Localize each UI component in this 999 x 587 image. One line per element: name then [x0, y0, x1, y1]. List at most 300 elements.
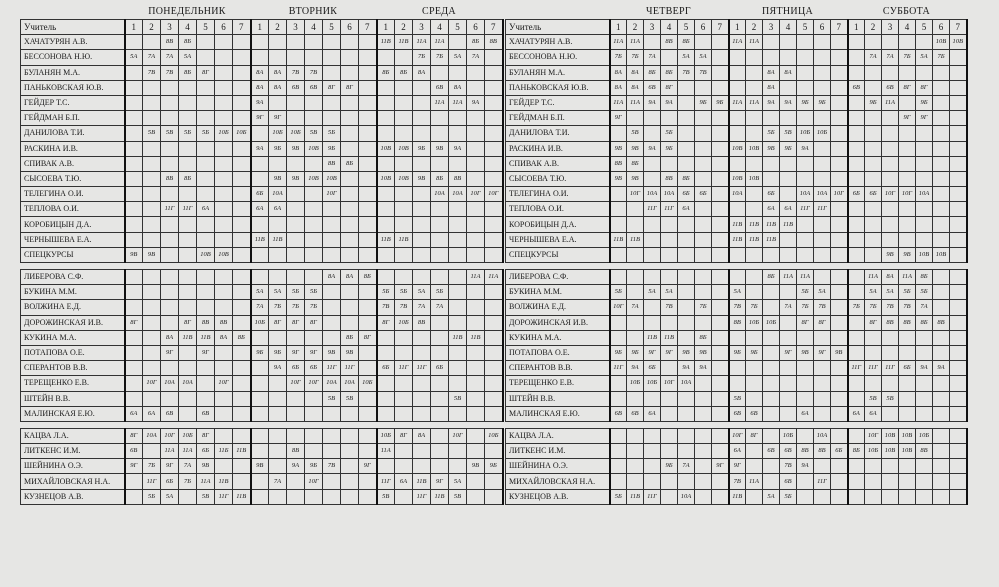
lesson-cell	[287, 270, 305, 285]
lesson-cell: 11В	[413, 474, 431, 489]
lesson-cell: 7В	[882, 300, 899, 315]
lesson-cell	[233, 141, 251, 156]
lesson-cell: 8Г	[814, 315, 831, 330]
lesson-cell: 7Б	[695, 300, 712, 315]
lesson-cell: 10Б	[287, 126, 305, 141]
lesson-cell	[233, 202, 251, 217]
lesson-cell	[305, 330, 323, 345]
lesson-cell: 10Г	[305, 376, 323, 391]
lesson-cell	[814, 489, 831, 504]
lesson-cell	[413, 270, 431, 285]
lesson-cell	[359, 247, 377, 262]
lesson-cell	[831, 232, 848, 247]
lesson-cell: 11А	[729, 35, 746, 50]
lesson-cell	[449, 232, 467, 247]
teacher-row	[21, 95, 503, 110]
lesson-cell	[950, 474, 967, 489]
lesson-cell	[413, 95, 431, 110]
lesson-cell: 6Б	[305, 361, 323, 376]
lesson-cell: 5А	[882, 285, 899, 300]
lesson-cell	[431, 126, 449, 141]
lesson-cell: 8Б	[644, 65, 661, 80]
lesson-cell	[413, 80, 431, 95]
lesson-cell: 7Б	[865, 300, 882, 315]
lesson-cell: 10В	[933, 35, 950, 50]
lesson-cell: 7А	[431, 300, 449, 315]
lesson-cell: 5А	[678, 50, 695, 65]
lesson-cell: 9А	[763, 95, 780, 110]
teacher-name: ВОЛЖИНА Е.Д.	[21, 300, 125, 315]
lesson-cell	[933, 217, 950, 232]
lesson-cell	[341, 95, 359, 110]
lesson-cell	[865, 126, 882, 141]
lesson-cell: 11В	[627, 489, 644, 504]
lesson-cell	[678, 406, 695, 421]
lesson-cell: 9А	[449, 141, 467, 156]
lesson-cell: 11А	[467, 270, 485, 285]
teacher-row	[21, 376, 503, 391]
teacher-name: ХАЧАТУРЯН А.В.	[506, 35, 610, 50]
lesson-cell	[933, 376, 950, 391]
lesson-cell	[780, 232, 797, 247]
lesson-cell	[467, 444, 485, 459]
lesson-cell: 11Г	[644, 489, 661, 504]
lesson-cell: 6Б	[197, 444, 215, 459]
lesson-cell: 5В	[780, 126, 797, 141]
lesson-cell	[848, 285, 865, 300]
period-number: 5	[323, 20, 341, 35]
timetable-left	[20, 19, 504, 505]
lesson-cell	[848, 156, 865, 171]
lesson-cell	[449, 247, 467, 262]
lesson-cell	[215, 35, 233, 50]
lesson-cell	[323, 35, 341, 50]
lesson-cell	[916, 217, 933, 232]
lesson-cell	[251, 391, 269, 406]
lesson-cell: 10Б	[485, 428, 503, 443]
lesson-cell: 8Б	[179, 171, 197, 186]
lesson-cell: 6В	[610, 406, 627, 421]
lesson-cell	[413, 247, 431, 262]
lesson-cell	[467, 315, 485, 330]
lesson-cell: 11В	[215, 474, 233, 489]
lesson-cell	[143, 141, 161, 156]
lesson-cell	[780, 187, 797, 202]
lesson-cell	[644, 156, 661, 171]
lesson-cell	[712, 376, 729, 391]
lesson-cell	[712, 300, 729, 315]
lesson-cell	[305, 428, 323, 443]
teacher-row	[506, 141, 967, 156]
lesson-cell: 8В	[161, 171, 179, 186]
lesson-cell	[215, 300, 233, 315]
lesson-cell	[695, 232, 712, 247]
lesson-cell	[712, 65, 729, 80]
lesson-cell: 9Б	[269, 345, 287, 360]
lesson-cell	[359, 217, 377, 232]
lesson-cell	[780, 111, 797, 126]
lesson-cell	[899, 95, 916, 110]
lesson-cell	[413, 156, 431, 171]
lesson-cell	[729, 330, 746, 345]
lesson-cell	[197, 156, 215, 171]
lesson-cell	[865, 330, 882, 345]
lesson-cell	[215, 428, 233, 443]
lesson-cell: 11В	[610, 232, 627, 247]
lesson-cell: 11В	[729, 489, 746, 504]
lesson-cell	[865, 111, 882, 126]
lesson-cell	[746, 126, 763, 141]
teacher-row	[21, 459, 503, 474]
lesson-cell: 10В	[899, 444, 916, 459]
lesson-cell	[125, 171, 143, 186]
lesson-cell	[287, 489, 305, 504]
lesson-cell	[848, 315, 865, 330]
lesson-cell	[933, 489, 950, 504]
lesson-cell	[179, 156, 197, 171]
lesson-cell: 9В	[251, 459, 269, 474]
teacher-row	[506, 202, 967, 217]
period-number: 7	[233, 20, 251, 35]
separator-cell	[506, 421, 967, 428]
period-number: 7	[831, 20, 848, 35]
period-number: 6	[341, 20, 359, 35]
lesson-cell	[729, 270, 746, 285]
lesson-cell	[287, 232, 305, 247]
lesson-cell	[125, 361, 143, 376]
lesson-cell: 8Б	[848, 444, 865, 459]
lesson-cell: 8А	[251, 65, 269, 80]
lesson-cell: 8Г	[359, 330, 377, 345]
lesson-cell: 9Г	[305, 345, 323, 360]
lesson-cell	[848, 330, 865, 345]
lesson-cell	[395, 345, 413, 360]
lesson-cell: 5А	[125, 50, 143, 65]
lesson-cell	[341, 247, 359, 262]
lesson-cell	[916, 156, 933, 171]
lesson-cell	[712, 126, 729, 141]
lesson-cell	[627, 270, 644, 285]
lesson-cell	[251, 330, 269, 345]
teacher-row	[21, 217, 503, 232]
lesson-cell	[797, 428, 814, 443]
lesson-cell	[197, 376, 215, 391]
lesson-cell: 11А	[899, 270, 916, 285]
lesson-cell: 8В	[899, 315, 916, 330]
lesson-cell: 8В	[729, 315, 746, 330]
lesson-cell	[882, 459, 899, 474]
lesson-cell	[269, 444, 287, 459]
lesson-cell	[467, 80, 485, 95]
lesson-cell	[467, 141, 485, 156]
lesson-cell: 9В	[323, 345, 341, 360]
lesson-cell: 10Г	[161, 428, 179, 443]
lesson-cell	[933, 232, 950, 247]
lesson-cell	[323, 247, 341, 262]
lesson-cell	[780, 361, 797, 376]
lesson-cell	[179, 300, 197, 315]
lesson-cell	[413, 126, 431, 141]
lesson-cell: 8Б	[233, 330, 251, 345]
lesson-cell: 10А	[449, 187, 467, 202]
lesson-cell	[395, 376, 413, 391]
lesson-cell	[797, 489, 814, 504]
teacher-name: ГЕЙДМАН Б.П.	[21, 111, 125, 126]
lesson-cell: 8Б	[377, 65, 395, 80]
separator-cell	[21, 263, 503, 270]
lesson-cell	[831, 270, 848, 285]
lesson-cell: 9В	[467, 459, 485, 474]
lesson-cell: 8В	[933, 315, 950, 330]
lesson-cell	[323, 202, 341, 217]
lesson-cell: 11Г	[395, 361, 413, 376]
lesson-cell: 6А	[269, 202, 287, 217]
lesson-cell: 11Г	[323, 361, 341, 376]
lesson-cell	[323, 217, 341, 232]
lesson-cell	[359, 300, 377, 315]
lesson-cell: 10Г	[899, 187, 916, 202]
teacher-row	[506, 35, 967, 50]
lesson-cell	[449, 361, 467, 376]
lesson-cell: 9Г	[269, 111, 287, 126]
lesson-cell: 11В	[395, 232, 413, 247]
lesson-cell	[359, 406, 377, 421]
lesson-cell: 10Б	[763, 315, 780, 330]
lesson-cell	[950, 300, 967, 315]
lesson-cell	[610, 217, 627, 232]
lesson-cell	[377, 50, 395, 65]
teacher-name: РАСКИНА И.В.	[21, 141, 125, 156]
lesson-cell: 11А	[746, 35, 763, 50]
lesson-cell	[780, 406, 797, 421]
lesson-cell: 10А	[729, 187, 746, 202]
lesson-cell	[695, 126, 712, 141]
lesson-cell	[341, 217, 359, 232]
lesson-cell	[431, 202, 449, 217]
lesson-cell	[215, 391, 233, 406]
lesson-cell: 9Б	[413, 141, 431, 156]
lesson-cell	[161, 95, 179, 110]
lesson-cell	[125, 376, 143, 391]
lesson-cell	[161, 217, 179, 232]
lesson-cell: 10Б	[179, 428, 197, 443]
lesson-cell: 5В	[377, 489, 395, 504]
lesson-cell: 8В	[197, 315, 215, 330]
lesson-cell: 11В	[780, 217, 797, 232]
separator-cell	[21, 421, 503, 428]
lesson-cell	[341, 35, 359, 50]
lesson-cell	[848, 126, 865, 141]
lesson-cell	[323, 285, 341, 300]
lesson-cell	[305, 489, 323, 504]
lesson-cell: 9В	[610, 171, 627, 186]
lesson-cell	[143, 187, 161, 202]
lesson-cell	[678, 217, 695, 232]
lesson-cell: 8В	[449, 171, 467, 186]
lesson-cell	[125, 141, 143, 156]
lesson-cell: 7А	[269, 474, 287, 489]
lesson-cell: 8А	[627, 80, 644, 95]
lesson-cell: 9В	[197, 459, 215, 474]
lesson-cell	[143, 80, 161, 95]
lesson-cell	[661, 428, 678, 443]
lesson-cell	[780, 50, 797, 65]
lesson-cell: 9В	[413, 171, 431, 186]
lesson-cell	[797, 156, 814, 171]
lesson-cell	[377, 345, 395, 360]
lesson-cell	[125, 285, 143, 300]
lesson-cell	[831, 247, 848, 262]
lesson-cell	[746, 285, 763, 300]
lesson-cell	[305, 202, 323, 217]
lesson-cell	[746, 187, 763, 202]
lesson-cell	[395, 270, 413, 285]
lesson-cell: 7Б	[269, 300, 287, 315]
lesson-cell: 5В	[305, 126, 323, 141]
lesson-cell: 6А	[865, 406, 882, 421]
lesson-cell: 8В	[882, 315, 899, 330]
lesson-cell	[916, 202, 933, 217]
lesson-cell	[287, 95, 305, 110]
lesson-cell	[729, 126, 746, 141]
lesson-cell: 10Б	[916, 428, 933, 443]
lesson-cell	[395, 444, 413, 459]
lesson-cell	[814, 217, 831, 232]
lesson-cell	[831, 156, 848, 171]
lesson-cell	[449, 126, 467, 141]
lesson-cell: 6А	[644, 406, 661, 421]
lesson-cell: 8В	[797, 444, 814, 459]
lesson-cell	[729, 50, 746, 65]
lesson-cell	[485, 300, 503, 315]
lesson-cell	[712, 156, 729, 171]
lesson-cell	[644, 247, 661, 262]
lesson-cell: 9А	[678, 361, 695, 376]
lesson-cell	[627, 217, 644, 232]
lesson-cell	[197, 361, 215, 376]
lesson-cell	[712, 247, 729, 262]
lesson-cell	[797, 65, 814, 80]
lesson-cell: 11А	[746, 474, 763, 489]
lesson-cell	[916, 141, 933, 156]
lesson-cell	[899, 391, 916, 406]
period-number: 3	[644, 20, 661, 35]
lesson-cell: 8А	[251, 80, 269, 95]
lesson-cell	[729, 202, 746, 217]
lesson-cell: 9Г	[197, 345, 215, 360]
lesson-cell: 8Б	[661, 65, 678, 80]
lesson-cell: 10В	[882, 428, 899, 443]
lesson-cell: 11Г	[797, 202, 814, 217]
lesson-cell: 7Б	[305, 300, 323, 315]
lesson-cell	[215, 80, 233, 95]
lesson-cell: 9Г	[729, 459, 746, 474]
lesson-cell	[305, 95, 323, 110]
lesson-cell: 6А	[678, 202, 695, 217]
lesson-cell: 6В	[197, 406, 215, 421]
lesson-cell: 6Б	[644, 361, 661, 376]
lesson-cell	[780, 156, 797, 171]
lesson-cell	[933, 330, 950, 345]
lesson-cell: 6А	[125, 406, 143, 421]
teacher-row	[21, 361, 503, 376]
lesson-cell	[695, 202, 712, 217]
lesson-cell	[831, 217, 848, 232]
lesson-cell	[661, 217, 678, 232]
lesson-cell: 10В	[882, 444, 899, 459]
lesson-cell: 6В	[644, 80, 661, 95]
lesson-cell: 11А	[627, 95, 644, 110]
lesson-cell	[865, 376, 882, 391]
lesson-cell: 10В	[377, 141, 395, 156]
lesson-cell: 8А	[763, 65, 780, 80]
lesson-cell	[899, 474, 916, 489]
teacher-row	[506, 474, 967, 489]
lesson-cell	[780, 330, 797, 345]
lesson-cell: 11А	[610, 95, 627, 110]
lesson-cell: 5Б	[287, 285, 305, 300]
lesson-cell	[413, 187, 431, 202]
lesson-cell	[763, 428, 780, 443]
lesson-cell	[377, 330, 395, 345]
lesson-cell	[215, 171, 233, 186]
lesson-cell	[179, 391, 197, 406]
lesson-cell: 8А	[627, 65, 644, 80]
lesson-cell	[233, 361, 251, 376]
lesson-cell	[797, 247, 814, 262]
teacher-name: КАЦВА Л.А.	[21, 428, 125, 443]
lesson-cell: 6А	[729, 444, 746, 459]
lesson-cell	[449, 444, 467, 459]
lesson-cell: 5В	[323, 391, 341, 406]
lesson-cell	[678, 444, 695, 459]
lesson-cell	[269, 428, 287, 443]
teacher-name: КОРОБИЦЫН Д.А.	[506, 217, 610, 232]
lesson-cell	[413, 111, 431, 126]
lesson-cell	[916, 376, 933, 391]
lesson-cell	[287, 406, 305, 421]
lesson-cell: 7Б	[431, 50, 449, 65]
lesson-cell	[661, 444, 678, 459]
lesson-cell	[865, 156, 882, 171]
lesson-cell	[467, 345, 485, 360]
lesson-cell	[359, 232, 377, 247]
lesson-cell	[359, 285, 377, 300]
lesson-cell	[712, 50, 729, 65]
lesson-cell	[215, 141, 233, 156]
lesson-cell	[359, 171, 377, 186]
lesson-cell: 6В	[763, 444, 780, 459]
lesson-cell	[865, 35, 882, 50]
lesson-cell: 5А	[661, 285, 678, 300]
lesson-cell	[233, 406, 251, 421]
lesson-cell	[197, 95, 215, 110]
lesson-cell	[899, 141, 916, 156]
lesson-cell	[916, 35, 933, 50]
lesson-cell	[431, 111, 449, 126]
lesson-cell	[916, 232, 933, 247]
lesson-cell: 6В	[746, 406, 763, 421]
lesson-cell	[950, 315, 967, 330]
lesson-cell	[797, 111, 814, 126]
lesson-cell	[287, 35, 305, 50]
lesson-cell	[899, 489, 916, 504]
lesson-cell	[143, 217, 161, 232]
lesson-cell	[233, 474, 251, 489]
teacher-name: МИХАЙЛОВСКАЯ Н.А.	[21, 474, 125, 489]
lesson-cell: 11А	[729, 95, 746, 110]
lesson-cell: 8Г	[746, 428, 763, 443]
